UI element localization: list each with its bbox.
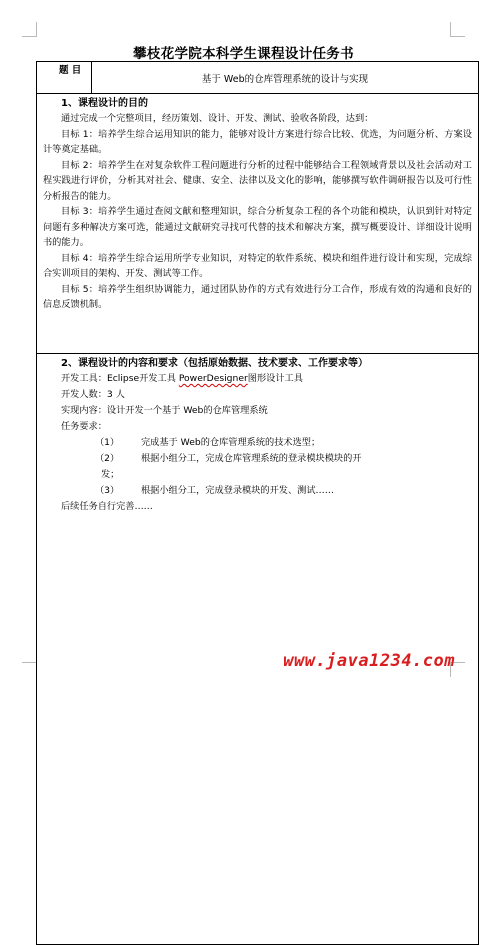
requirement-item (43, 435, 472, 451)
dev-tools-powerdesigner: PowerDesigner (178, 373, 248, 384)
page-corner-mark (450, 22, 465, 37)
topic-value: 基于 Web的仓库管理系统的设计与实现 (201, 74, 369, 85)
paragraph: 目标 2：培养学生在对复杂软件工程问题进行分析的过程中能够结合工程领域背景以及社会活动对工程实践进行评价，分析其对社会、健康、安全、法律以及文化的影响，能够撰写软件调研报告以及可行性分析报告的能力。 (43, 159, 472, 202)
paragraph: 目标 5：培养学生组织协调能力，通过团队协作的方式有效进行分工合作，形成有效的沟通和良好的信息反馈机制。 (43, 283, 472, 310)
paragraph: 目标 3：培养学生通过查阅文献和整理知识，综合分析复杂工程的各个功能和模块，认识到针对特定问题有多种解决方案可选，能通过文献研究寻找可代替的技术和解决方案，撰写概要设计、详细设计说明书的能力。 (43, 206, 472, 248)
section-objectives (37, 94, 478, 354)
paragraph: 目标 1：培养学生综合运用知识的能力，能够对设计方案进行综合比较、优选，为问题分析、方案设计等奠定基础。 (43, 128, 472, 155)
dev-tools-value: Eclipse开发工具 (106, 373, 179, 384)
headcount-line: 开发人数：3 人 (61, 389, 125, 400)
paragraph: 通过完成一个完整项目，经历策划、设计、开发、测试、验收各阶段，达到： (61, 113, 374, 124)
page-corner-mark (22, 22, 37, 37)
requirement-item (43, 483, 472, 499)
task-table (36, 61, 479, 945)
section-content-requirements (37, 354, 478, 944)
topic-row (37, 62, 478, 94)
dev-tools-label: 开发工具： (61, 373, 107, 384)
page-corner-mark (22, 662, 37, 677)
document-title: 攀枝花学院本科学生课程设计任务书 (133, 46, 354, 62)
dev-tools-suffix: 图形设计工具 (247, 373, 303, 384)
content-line: 实现内容：设计开发一个基于 Web的仓库管理系统 (61, 405, 268, 416)
requirement-number: （3） (95, 485, 120, 496)
requirement-item (43, 451, 472, 483)
paragraph: 目标 4：培养学生综合运用所学专业知识，对特定的软件系统、模块和组件进行设计和实现，完成综合实训项目的架构、开发、测试等工作。 (43, 252, 472, 279)
topic-label: 题 目 (37, 62, 92, 93)
followup-line: 后续任务自行完善…… (61, 501, 153, 512)
requirement-text: 完成基于 Web的仓库管理系统的技术选型； (141, 437, 321, 448)
requirement-text: 根据小组分工，完成仓库管理系统的登录模块模块的开 (141, 453, 362, 464)
watermark: www.java1234.com (283, 651, 455, 671)
requirement-text-cont: 发； (101, 469, 120, 480)
dev-tools-line (43, 371, 472, 387)
requirements-label: 任务要求： (61, 421, 107, 432)
requirement-text: 根据小组分工，完成登录模块的开发、测试…… (141, 485, 334, 496)
requirement-number: （2） (95, 453, 120, 464)
section-heading: 1、课程设计的目的 (61, 98, 148, 109)
section-heading: 2、课程设计的内容和要求（包括原始数据、技术要求、工作要求等） (61, 358, 368, 369)
requirement-number: （1） (95, 437, 120, 448)
